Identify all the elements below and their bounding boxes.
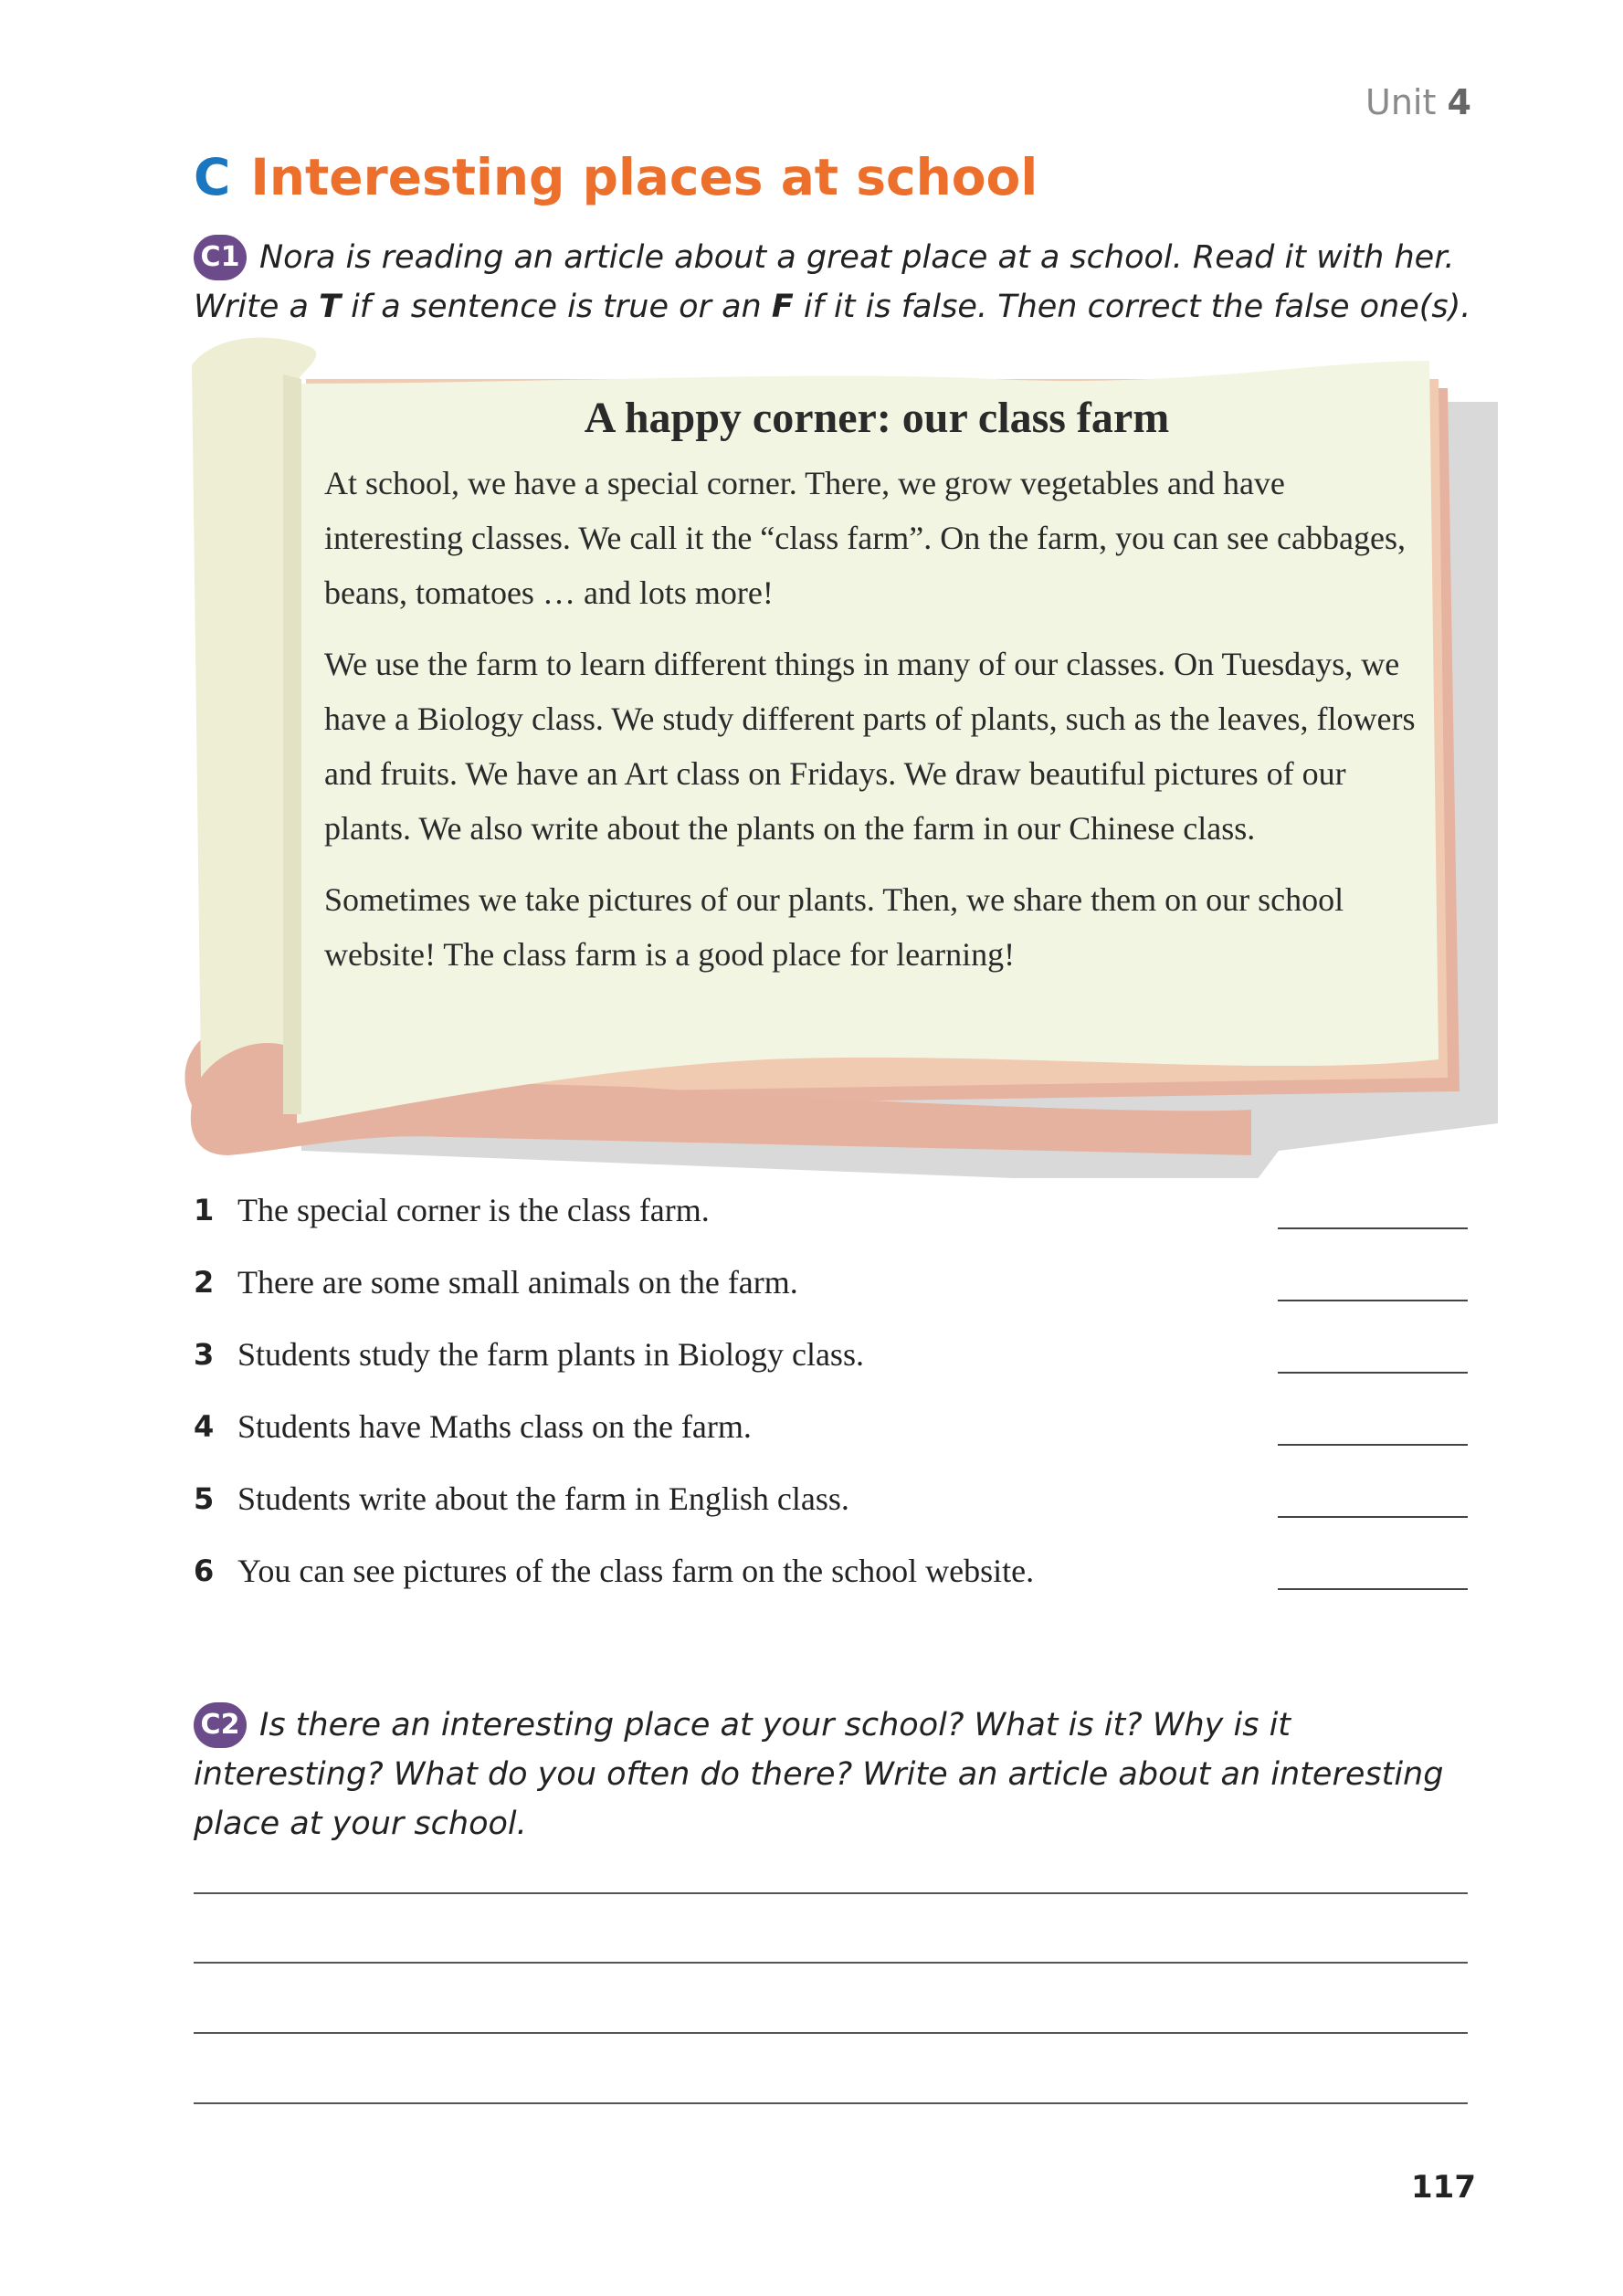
section-title [194, 148, 1038, 206]
c1-f-letter: F [771, 289, 794, 325]
answer-blank[interactable] [1278, 1227, 1468, 1229]
c1-badge: C1 [194, 235, 247, 280]
section-letter: C [194, 148, 231, 206]
question-row [194, 1404, 1468, 1476]
article-paragraph: Sometimes we take pictures of our plants. Then, we share them on our school website! The class farm is a good place for learning! [324, 881, 1344, 973]
c2-badge: C2 [194, 1702, 247, 1748]
article [324, 393, 1429, 998]
question-number: 3 [194, 1337, 215, 1372]
c1-instruction-b: if a sentence is true or an [340, 289, 772, 325]
c1-instruction-c: if it is false. Then correct the false one(s). [793, 289, 1471, 325]
question-number: 2 [194, 1265, 215, 1300]
question-number: 5 [194, 1481, 215, 1516]
answer-blank[interactable] [1278, 1372, 1468, 1374]
question-text: You can see pictures of the class farm on the school website. [237, 1553, 1035, 1589]
answer-blank[interactable] [1278, 1444, 1468, 1446]
question-text: Students write about the farm in English class. [237, 1480, 849, 1517]
answer-blank[interactable] [1278, 1516, 1468, 1518]
c1-t-letter: T [319, 289, 341, 325]
answer-blank[interactable] [1278, 1588, 1468, 1590]
page-number: 117 [1411, 2169, 1476, 2206]
writing-line[interactable] [194, 1962, 1468, 1964]
section-title-text: Interesting places at school [250, 148, 1038, 206]
question-row [194, 1259, 1468, 1332]
question-row [194, 1548, 1468, 1620]
question-row [194, 1332, 1468, 1404]
c2-instruction [194, 1701, 1472, 1848]
c2-instruction-text: Is there an interesting place at your school? What is it? Why is it interesting? What do you often do there? Write an article about an interesting place at your school. [194, 1707, 1444, 1842]
question-text: Students have Maths class on the farm. [237, 1408, 752, 1445]
writing-line[interactable] [194, 2102, 1468, 2104]
question-number: 6 [194, 1553, 215, 1588]
unit-word: Unit [1365, 82, 1437, 122]
question-text: Students study the farm plants in Biology class. [237, 1336, 864, 1373]
article-paragraph: At school, we have a special corner. There, we grow vegetables and have interesting classes. We call it the “class farm”. On the farm, you can see cabbages, beans, tomatoes … and lots more! [324, 465, 1406, 611]
question-text: The special corner is the class farm. [237, 1192, 710, 1228]
question-list [194, 1187, 1468, 1620]
article-title: A happy corner: our class farm [584, 394, 1170, 442]
writing-line[interactable] [194, 2032, 1468, 2034]
question-row [194, 1476, 1468, 1548]
unit-number: 4 [1447, 82, 1471, 122]
question-number: 1 [194, 1193, 215, 1227]
question-number: 4 [194, 1409, 215, 1444]
writing-line[interactable] [194, 1892, 1468, 1894]
scroll-left-edge [283, 374, 301, 1114]
question-text: There are some small animals on the farm. [237, 1264, 798, 1301]
unit-label [1365, 82, 1471, 122]
question-row [194, 1187, 1468, 1259]
c1-instruction [194, 233, 1472, 332]
article-paragraph: We use the farm to learn different things in many of our classes. On Tuesdays, we have a Biology class. We study different parts of plants, such as the leaves, flowers and fruits. We have an Art class on Fridays. We draw beautiful pictures of our plants. We also write about the plants on the farm in our Chinese class. [324, 646, 1416, 847]
c1-instruction-a: Nora is reading an article about a great place at a school. Read it with her. Write a [194, 239, 1455, 325]
answer-blank[interactable] [1278, 1300, 1468, 1301]
